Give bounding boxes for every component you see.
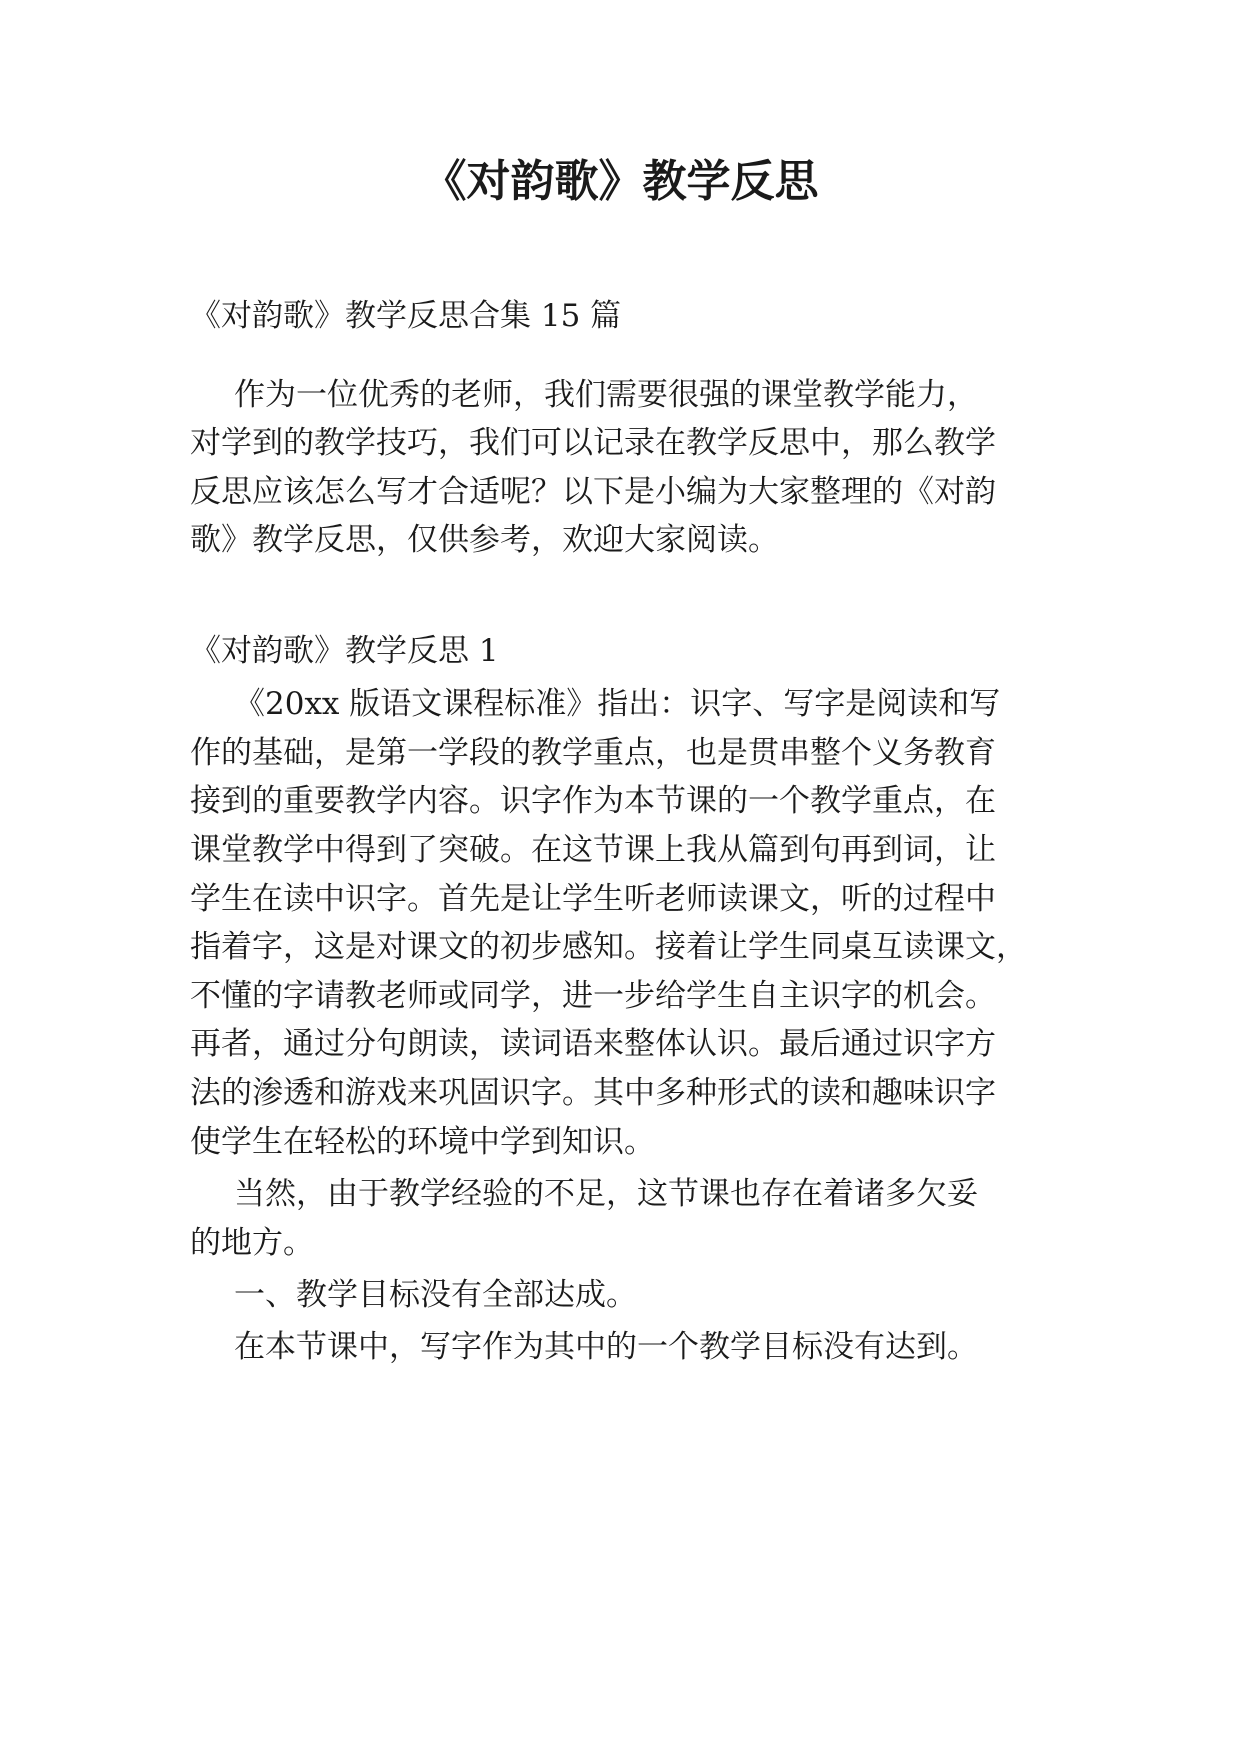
body-line-2: 作的基础，是第一学段的教学重点，也是贯串整个义务教育 xyxy=(190,735,996,771)
goal-heading: 一、教学目标没有全部达成。 xyxy=(234,1277,637,1313)
collection-subtitle: 《对韵歌》教学反思合集 15 篇 xyxy=(190,298,622,334)
section-heading: 《对韵歌》教学反思 1 xyxy=(190,633,499,669)
body-line-12: 的地方。 xyxy=(190,1225,314,1261)
body-line-14: 在本节课中，写字作为其中的一个教学目标没有达到。 xyxy=(234,1329,978,1365)
intro-line-1: 作为一位优秀的老师，我们需要很强的课堂教学能力， xyxy=(234,377,978,413)
body-line-3: 接到的重要教学内容。识字作为本节课的一个教学重点，在 xyxy=(190,783,996,819)
body-line-4: 课堂教学中得到了突破。在这节课上我从篇到句再到词，让 xyxy=(190,832,996,868)
body-line-9: 法的渗透和游戏来巩固识字。其中多种形式的读和趣味识字 xyxy=(190,1075,996,1111)
body-line-11: 当然，由于教学经验的不足，这节课也存在着诸多欠妥 xyxy=(234,1176,978,1212)
body-line-8: 再者，通过分句朗读，读词语来整体认识。最后通过识字方 xyxy=(190,1026,996,1062)
body-line-6: 指着字，这是对课文的初步感知。接着让学生同桌互读课文， xyxy=(190,929,1027,965)
intro-line-3: 反思应该怎么写才合适呢？以下是小编为大家整理的《对韵 xyxy=(190,474,996,510)
body-line-10: 使学生在轻松的环境中学到知识。 xyxy=(190,1124,655,1160)
intro-line-2: 对学到的教学技巧，我们可以记录在教学反思中，那么教学 xyxy=(190,425,996,461)
body-line-1: 《20xx 版语文课程标准》指出：识字、写字是阅读和写 xyxy=(234,686,1001,722)
intro-line-4: 歌》教学反思，仅供参考，欢迎大家阅读。 xyxy=(190,522,779,558)
body-line-7: 不懂的字请教老师或同学，进一步给学生自主识字的机会。 xyxy=(190,978,996,1014)
body-line-5: 学生在读中识字。首先是让学生听老师读课文，听的过程中 xyxy=(190,881,996,917)
document-title: 《对韵歌》教学反思 xyxy=(422,156,819,207)
